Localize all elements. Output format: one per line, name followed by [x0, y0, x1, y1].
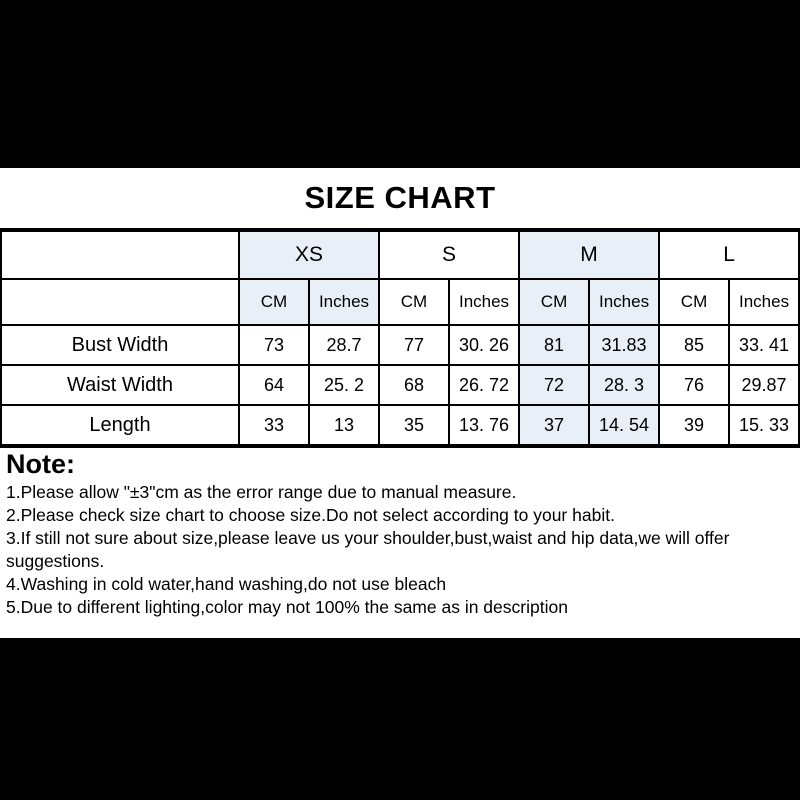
table-row-sizes [1, 231, 799, 279]
page-title: SIZE CHART [304, 180, 496, 215]
chart-title-bar [0, 168, 800, 230]
length-l-inches: 15. 33 [729, 405, 799, 445]
length-xs-inches: 13 [309, 405, 379, 445]
note-section [0, 446, 800, 623]
bust-xs-cm: 73 [239, 325, 309, 365]
bust-m-cm: 81 [519, 325, 589, 365]
unit-l-inches: Inches [729, 279, 799, 325]
length-s-cm: 35 [379, 405, 449, 445]
unit-m-inches: Inches [589, 279, 659, 325]
length-m-inches: 14. 54 [589, 405, 659, 445]
waist-s-inches: 26. 72 [449, 365, 519, 405]
table-row [1, 325, 799, 365]
waist-s-cm: 68 [379, 365, 449, 405]
size-header-s: S [379, 231, 519, 279]
unit-s-inches: Inches [449, 279, 519, 325]
waist-xs-inches: 25. 2 [309, 365, 379, 405]
bust-s-inches: 30. 26 [449, 325, 519, 365]
table-row-units [1, 279, 799, 325]
note-line-3: 3.If still not sure about size,please leave us your shoulder,bust,waist and hip data,we will offer suggestions. [6, 527, 735, 571]
unit-row-label-spacer [1, 279, 239, 325]
waist-l-cm: 76 [659, 365, 729, 405]
unit-xs-cm: CM [239, 279, 309, 325]
bust-l-cm: 85 [659, 325, 729, 365]
length-m-cm: 37 [519, 405, 589, 445]
row-label-header [1, 231, 239, 279]
waist-l-inches: 29.87 [729, 365, 799, 405]
unit-l-cm: CM [659, 279, 729, 325]
note-heading: Note: [6, 449, 75, 479]
waist-m-cm: 72 [519, 365, 589, 405]
bust-xs-inches: 28.7 [309, 325, 379, 365]
note-line-5: 5.Due to different lighting,color may not 100% the same as in description [6, 597, 568, 618]
waist-xs-cm: 64 [239, 365, 309, 405]
table-row [1, 405, 799, 445]
row-label-bust-width: Bust Width [1, 325, 239, 365]
bust-l-inches: 33. 41 [729, 325, 799, 365]
bust-s-cm: 77 [379, 325, 449, 365]
row-label-length: Length [1, 405, 239, 445]
waist-m-inches: 28. 3 [589, 365, 659, 405]
unit-xs-inches: Inches [309, 279, 379, 325]
size-header-l: L [659, 231, 799, 279]
row-label-waist-width: Waist Width [1, 365, 239, 405]
size-header-m: M [519, 231, 659, 279]
bust-m-inches: 31.83 [589, 325, 659, 365]
note-line-1: 1.Please allow "±3"cm as the error range due to manual measure. [6, 481, 517, 502]
size-chart-table [0, 230, 800, 446]
unit-m-cm: CM [519, 279, 589, 325]
table-row [1, 365, 799, 405]
length-s-inches: 13. 76 [449, 405, 519, 445]
size-header-xs: XS [239, 231, 379, 279]
unit-s-cm: CM [379, 279, 449, 325]
length-l-cm: 39 [659, 405, 729, 445]
length-xs-cm: 33 [239, 405, 309, 445]
note-line-2: 2.Please check size chart to choose size.Do not select according to your habit. [6, 504, 615, 525]
note-line-4: 4.Washing in cold water,hand washing,do not use bleach [6, 574, 447, 595]
size-chart-sheet [0, 168, 800, 638]
